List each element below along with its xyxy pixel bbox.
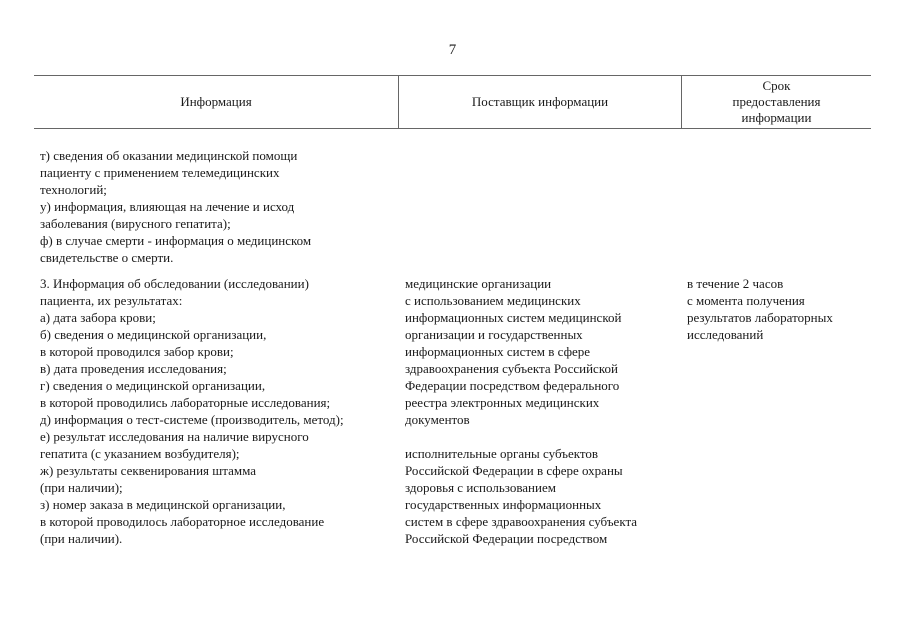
text-line: исполнительные органы субъектов	[405, 446, 599, 461]
text-line: в которой проводились лабораторные исследования;	[40, 395, 331, 410]
header-provider	[399, 76, 681, 128]
header-deadline-line: предоставления	[732, 94, 821, 109]
text-line: б) сведения о медицинской организации,	[40, 327, 267, 342]
text-line: результатов лабораторных	[687, 310, 833, 325]
text-line: информационных систем медицинской	[405, 310, 622, 325]
text-line: у) информация, влияющая на лечение и исход	[40, 199, 295, 214]
row3-provider-cell	[405, 275, 637, 547]
header-information-label: Информация	[180, 94, 252, 109]
text-line: Федерации посредством федерального	[405, 378, 620, 393]
table-header-rule	[34, 128, 871, 129]
text-line: ф) в случае смерти - информация о медицинском	[40, 233, 312, 248]
header-information	[34, 76, 398, 128]
text-line: з) номер заказа в медицинской организации,	[40, 497, 286, 512]
paragraph-spacer	[405, 428, 637, 445]
text-line: Российской Федерации в сфере охраны	[405, 463, 623, 478]
row3-deadline-cell	[687, 275, 833, 343]
text-line: в) дата проведения исследования;	[40, 361, 227, 376]
text-line: а) дата забора крови;	[40, 310, 156, 325]
text-line: в течение 2 часов	[687, 276, 784, 291]
text-line: пациента, их результатах:	[40, 293, 183, 308]
text-line: в которой проводилось лабораторное исследование	[40, 514, 325, 529]
text-line: технологий;	[40, 182, 107, 197]
text-line: медицинские организации	[405, 276, 552, 291]
text-line: с момента получения	[687, 293, 805, 308]
text-line: в которой проводился забор крови;	[40, 344, 234, 359]
text-line: (при наличии);	[40, 480, 123, 495]
text-line: исследований	[687, 327, 764, 342]
text-line: документов	[405, 412, 470, 427]
text-line: здоровья с использованием	[405, 480, 556, 495]
header-deadline-line: Срок	[762, 78, 791, 93]
text-line: государственных информационных	[405, 497, 602, 512]
text-line: гепатита (с указанием возбудителя);	[40, 446, 240, 461]
text-line: с использованием медицинских	[405, 293, 581, 308]
text-line: пациенту с применением телемедицинских	[40, 165, 280, 180]
text-line: Российской Федерации посредством	[405, 531, 608, 546]
text-line: систем в сфере здравоохранения субъекта	[405, 514, 638, 529]
text-line: свидетельстве о смерти.	[40, 250, 174, 265]
text-line: е) результат исследования на наличие вирусного	[40, 429, 309, 444]
text-line: здравоохранения субъекта Российской	[405, 361, 618, 376]
text-line: ж) результаты секвенирования штамма	[40, 463, 257, 478]
header-deadline	[682, 76, 871, 128]
text-line: реестра электронных медицинских	[405, 395, 600, 410]
page-number: 7	[448, 42, 457, 58]
text-line: д) информация о тест-системе (производитель, метод);	[40, 412, 344, 427]
text-line: т) сведения об оказании медицинской помощи	[40, 148, 298, 163]
row3-information-cell	[40, 275, 344, 547]
header-deadline-line: информации	[741, 110, 812, 125]
text-line: заболевания (вирусного гепатита);	[40, 216, 231, 231]
continuation-information-cell	[40, 147, 311, 266]
header-provider-label: Поставщик информации	[471, 94, 609, 109]
text-line: информационных систем в сфере	[405, 344, 591, 359]
text-line: г) сведения о медицинской организации,	[40, 378, 266, 393]
text-line: организации и государственных	[405, 327, 583, 342]
text-line: (при наличии).	[40, 531, 123, 546]
text-line: 3. Информация об обследовании (исследовании)	[40, 276, 309, 291]
